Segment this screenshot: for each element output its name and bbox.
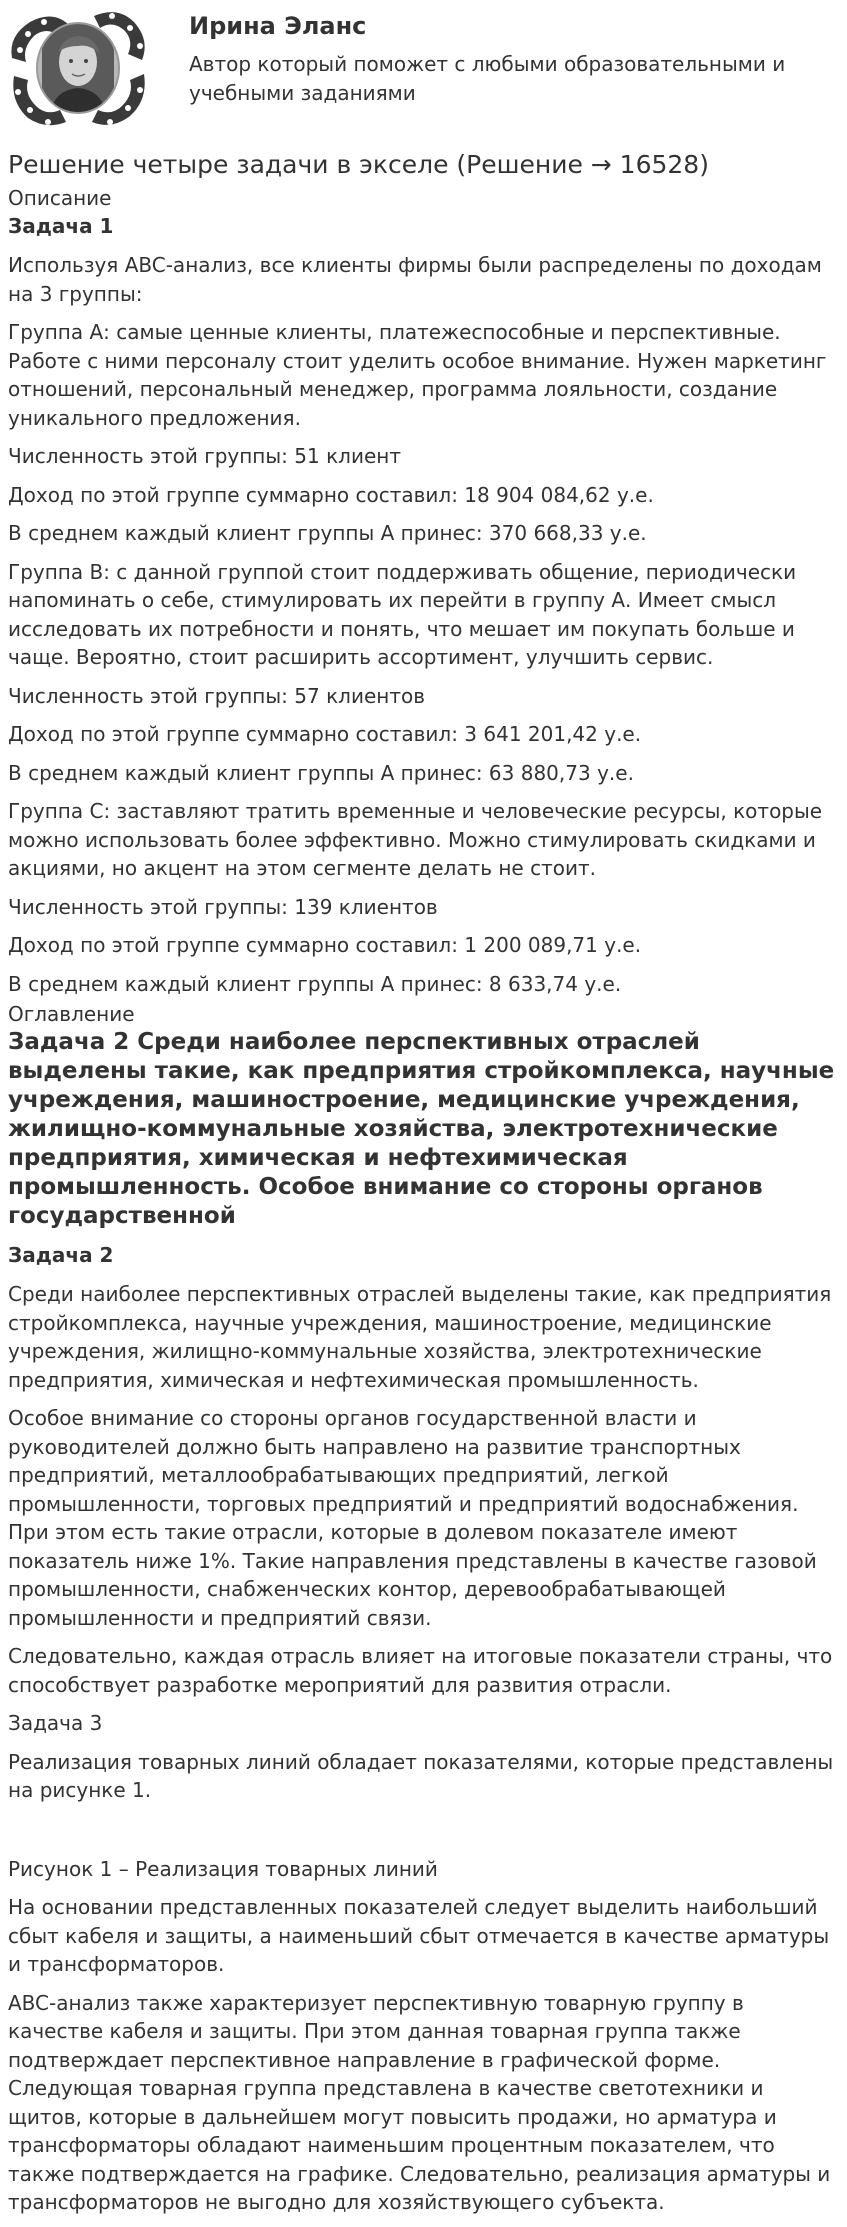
author-name: Ирина Эланс <box>189 12 367 40</box>
task3-paragraph: ABC-анализ также характеризует перспективную товарную группу в качестве кабеля и защиты. При этом данная товарная группа также подтверждает перспективное направление в графической форме. Следующая товарная группа представлена в качестве светотехники и щитов, которые в дальнейшем могут повысить продажи, но арматура и трансформаторы обладают наименьшим процентным показателем, что также подтверждается на графике. Следовательно, реализация арматуры и трансформаторов не выгодно для хозяйствующего субъекта. <box>8 1990 831 2214</box>
task1-paragraph: В среднем каждый клиент группы А принес: 63 880,73 у.е. <box>8 760 634 785</box>
document-content <box>8 148 842 2227</box>
task1-paragraph: В среднем каждый клиент группы А принес: 8 633,74 у.е. <box>8 971 622 996</box>
figure-placeholder <box>8 1815 842 1855</box>
author-avatar <box>6 6 151 130</box>
task1-paragraph: Численность этой группы: 57 клиентов <box>8 683 425 708</box>
task2-paragraph: Среди наиболее перспективных отраслей выделены такие, как предприятия стройкомплекса, научные учреждения, машиностроение, медицинские учреждения, жилищно-коммунальные хозяйства, электротехнические предприятия, химическая и нефтехимическая промышленность. <box>8 1282 832 1392</box>
author-description: Автор который поможет с любыми образовательными и учебными заданиями <box>189 52 786 105</box>
toc-heading: Задача 2 Среди наиболее перспективных отраслей выделены такие, как предприятия стройкомплекса, научные учреждения, машиностроение, медицинские учреждения, жилищно-коммунальные хозяйства, электротехнические предприятия, химическая и нефтехимическая промышленность. Особое внимание со стороны органов государственной <box>8 1029 835 1229</box>
task1-paragraph: Доход по этой группе суммарно составил: 1 200 089,71 у.е. <box>8 933 642 957</box>
task1-paragraph: Используя ABC-анализ, все клиенты фирмы были распределены по доходам на 3 группы: <box>8 253 822 306</box>
task1-paragraph: В среднем каждый клиент группы А принес: 370 668,33 у.е. <box>8 521 647 545</box>
toc-label: Оглавление <box>8 1002 135 1026</box>
task3-paragraph: На основании представленных показателей следует выделить наибольший сбыт кабеля и защиты, а наименьший сбыт отмечается в качестве арматуры и трансформаторов. <box>8 1895 830 1976</box>
task3-title: Задача 3 <box>8 1711 103 1735</box>
task2-title: Задача 2 <box>8 1243 114 1267</box>
task2-section <box>8 1280 842 1699</box>
task1-paragraph: Группа В: с данной группой стоит поддерживать общение, периодически напоминать о себе, стимулировать их перейти в группу А. Имеет смысл исследовать их потребности и понять, что мешает им покупать больше и чаще. Вероятно, стоит расширить ассортимент, улучшить сервис. <box>8 559 797 669</box>
document-title: Решение четыре задачи в экселе (Решение → 16528) <box>8 150 709 179</box>
task2-paragraph: Особое внимание со стороны органов государственной власти и руководителей должно быть направлено на развитие транспортных предприятий, металлообрабатывающих предприятий, легкой промышленности, торговых предприятий и предприятий водоснабжения. При этом есть такие отрасли, которые в долевом показателе имеют показатель ниже 1%. Такие направления представлены в качестве газовой промышленности, снабженческих контор, деревообрабатывающей промышленности и предприятий связи. <box>8 1406 817 1630</box>
task1-title: Задача 1 <box>8 214 114 238</box>
task3-intro: Реализация товарных линий обладает показателями, которые представлены на рисунке 1. <box>8 1749 834 1802</box>
task2-paragraph: Следовательно, каждая отрасль влияет на итоговые показатели страны, что способствует разработке мероприятий для развития отрасли. <box>8 1644 833 1697</box>
task1-paragraph: Доход по этой группе суммарно составил: 3 641 201,42 у.е. <box>8 722 642 746</box>
figure-caption: Рисунок 1 – Реализация товарных линий <box>8 1856 438 1881</box>
task1-paragraph: Группа С: заставляют тратить временные и человеческие ресурсы, которые можно использовать более эффективно. Можно стимулировать скидками и акциями, но акцент на этом сегменте делать не стоит. <box>8 799 823 880</box>
task1-paragraph: Численность этой группы: 51 клиент <box>8 444 401 468</box>
task1-paragraph: Численность этой группы: 139 клиентов <box>8 894 438 919</box>
author-header <box>0 0 847 140</box>
task1-paragraph: Доход по этой группе суммарно составил: 18 904 084,62 у.е. <box>8 482 654 507</box>
task1-paragraph: Группа А: самые ценные клиенты, платежеспособные и перспективные. Работе с ними персоналу стоит уделить особое внимание. Нужен маркетинг отношений, персональный менеджер, программа лояльности, создание уникального предложения. <box>8 320 827 430</box>
description-label: Описание <box>8 186 112 210</box>
task1-section <box>8 251 842 998</box>
